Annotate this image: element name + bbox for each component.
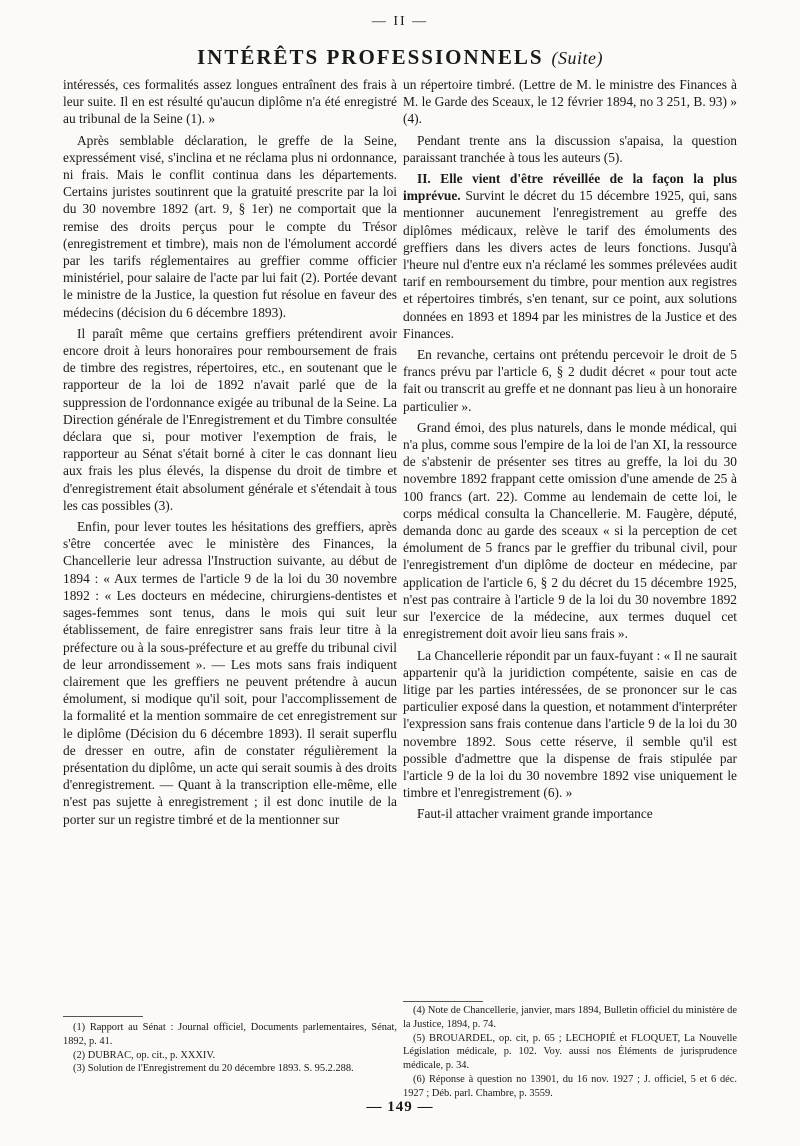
paragraph: Grand émoi, des plus naturels, dans le monde médical, qui n'a plus, comme sous l'empire de la loi de l'an XI, la ressource de s'abstenir de présenter ses titres au greffe, la loi du 30 novembre 1892 frappant cette omission d'une amende de 25 à 100 francs (art. 22). Comme au lendemain de cette loi, le corps médical consulta la Chancellerie. M. Faugère, député, demanda donc au garde des sceaux « si la perception de cet émolument de 5 francs par le greffier du tribunal civil, pour l'enregistrement d'un diplôme de docteur en médecine, par application de l'article 6, § 2 du décret du 15 décembre 1925, n'est pas contraire à l'article 9 de la loi du 30 novembre 1892 sur l'exercice de la médecine, aux termes duquel cet enregistrement doit avoir lieu sans frais ».	[403, 419, 737, 642]
footnote: (5) BROUARDEL, op. cit, p. 65 ; LECHOPIÉ et FLOQUET, La Nouvelle Législation médicale, p. 102. Voy. aussi nos Éléments de jurisprudence médicale, p. 34.	[403, 1032, 737, 1072]
footnotes-left	[63, 1021, 397, 1076]
page-roman-number: — II —	[371, 14, 429, 29]
page-number: — 149 —	[366, 1099, 434, 1115]
page-title	[0, 44, 800, 71]
right-column	[403, 76, 737, 996]
paragraph: La Chancellerie répondit par un faux-fuyant : « Il ne saurait appartenir qu'à la juridiction compétente, saisie en cas de litige par les parties intéressées, de se prononcer sur le cas particulier exposé dans la question, et notamment d'interpréter l'expression sans frais contenue dans l'article 9 de la loi du 30 novembre 1892. Sous cette réserve, il semble qu'il est possible d'admettre que la dispense de frais stipulée par l'article 9 de la loi du 30 novembre 1892 vise uniquement le timbre et l'enregistrement (6). »	[403, 647, 737, 801]
footnote: (2) DUBRAC, op. cit., p. XXXIV.	[73, 1049, 216, 1061]
footnote: (6) Réponse à question no 13901, du 16 nov. 1927 ; J. officiel, 5 et 6 déc. 1927 ; Déb. parl. Chambre, p. 3559.	[403, 1073, 737, 1099]
paragraph: En revanche, certains ont prétendu percevoir le droit de 5 francs prévu par l'article 6, § 2 dudit décret « pour tout acte fait ou transcrit au greffe et ne donnant pas lieu à un honoraire particulier ».	[403, 347, 737, 414]
paragraph: Faut-il attacher vraiment grande importance	[417, 806, 653, 822]
footnote: (1) Rapport au Sénat : Journal officiel, Documents parlementaires, Sénat, 1892, p. 41.	[63, 1022, 397, 1047]
left-column	[63, 76, 397, 1012]
paragraph: Il paraît même que certains greffiers prétendirent avoir encore droit à leurs honoraires pour remboursement de frais de timbre des registres, répertoires, etc., en soutenant que le rapporteur de la loi de 1892 n'avait parlé que de la suppression de l'ordonnance exigée au tribunal de la Seine. La Direction générale de l'Enregistrement et du Timbre consultée déclara que si, pour motiver l'exemption de frais, le rapporteur au Sénat s'était borné à citer le cas donnant lieu aux frais les plus élevés, la dispense du droit de timbre et d'enregistrement était absolument générale et s'étendait à tous les cas possibles (3).	[63, 325, 397, 513]
footnotes-right	[403, 1004, 737, 1101]
paragraph: Enfin, pour lever toutes les hésitations des greffiers, après s'être concertée avec le ministère des Finances, la Chancellerie leur adressa l'Instruction suivante, au début de 1894 : « Aux termes de l'article 9 de la loi du 30 novembre 1892 : « Les docteurs en médecine, chirurgiens-dentistes et sages-femmes sont tenus, dans le mois qui suit leur établissement, de faire enregistrer sans frais leur titre à la préfecture ou à la sous-préfecture et au greffe du tribunal civil de leur arrondissement ». — Les mots sans frais indiquent clairement que les greffiers ne peuvent prétendre à aucun émolument, si modique qu'il soit, pour l'accomplissement de la formalité et la mention sommaire de cet enregistrement sur le diplôme (Décision du 6 décembre 1893). Il serait superflu de dresser en outre, afin de constater régulièrement la présentation du diplôme, un acte qui serait soumis à des droits d'enregistrement. — Quant à la transcription elle-même, elle n'est pas sujette à enregistrement ; il est donc inutile de la porter sur un registre timbré et de la mentionner sur	[63, 519, 397, 827]
paragraph: Pendant trente ans la discussion s'apaisa, la question paraissant tranchée à tous les auteurs (5).	[403, 132, 737, 165]
paragraph-text: Survint le décret du 15 décembre 1925, qui, sans mentionner aucunement l'enregistrement au greffe des diplômes médicaux, relève le tarif des émoluments des greffiers dans les divers actes de leurs fonctions. Jusqu'à l'heure nul d'entre eux n'a réclamé les sommes prélevées audit tarif en remboursement du timbre, pour mention aux registres et répertoires timbrés, s'en tenant, sur ce point, aux solutions données en 1893 et 1894 par les ministres de la Justice et des Finances.	[403, 188, 737, 341]
paragraph: Après semblable déclaration, le greffe de la Seine, expressément visé, s'inclina et ne réclama plus ni ordonnance, ni frais. Mais le conflit continua dans les départements. Certains juristes soutinrent que la gratuité prescrite par la loi du 30 novembre 1892 (art. 9, § 1er) ne comportait que la remise des droits perçus pour le compte du Trésor (enregistrement et timbre), mais non de l'émolument accordé par les tarifs réglementaires au greffier comme officier ministériel, pour salaire de l'acte par lui fait (2). Portée devant le ministre de la Justice, la question fut résolue en faveur des médecins (décision du 6 décembre 1893).	[63, 132, 397, 320]
paragraph: intéressés, ces formalités assez longues entraînent des frais à leur suite. Il en est résulté qu'aucun diplôme n'a été enregistré au tribunal de la Seine (1). »	[63, 77, 397, 127]
section-title: INTÉRÊTS PROFESSIONNELS	[197, 45, 544, 69]
paragraph	[403, 170, 737, 342]
paragraph: un répertoire timbré. (Lettre de M. le ministre des Finances à M. le Garde des Sceaux, le 12 février 1894, no 3 251, B. 93) » (4).	[403, 77, 737, 127]
footnote-divider	[63, 1016, 143, 1017]
footnote: (3) Solution de l'Enregistrement du 20 décembre 1893. S. 95.2.288.	[73, 1063, 354, 1075]
footnote-divider	[403, 1001, 483, 1002]
footnote: (4) Note de Chancellerie, janvier, mars 1894, Bulletin officiel du ministère de la Justice, 1894, p. 74.	[403, 1005, 737, 1030]
title-suffix: (Suite)	[551, 48, 603, 68]
section-heading: II. Elle vient d'être réveillée de la façon la plus imprévue.	[403, 171, 737, 204]
